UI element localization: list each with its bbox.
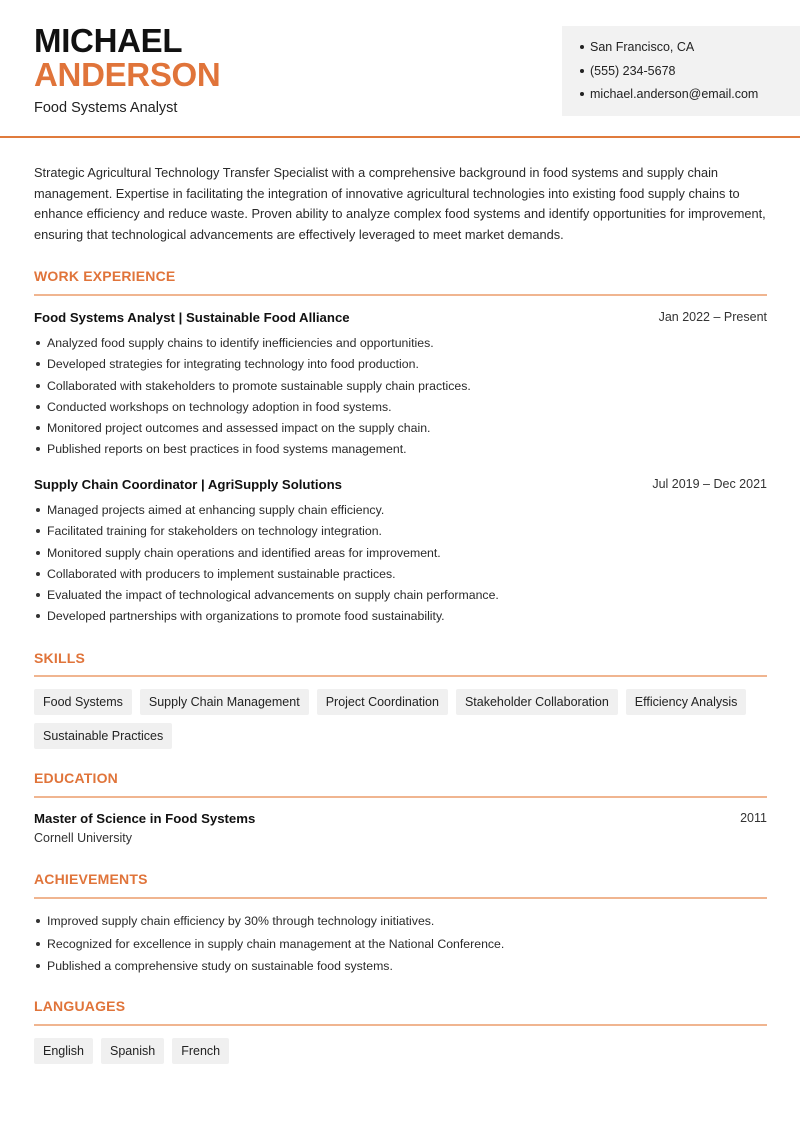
list-item: Monitored supply chain operations and identified areas for improvement. [34,544,767,565]
list-item: Conducted workshops on technology adoption in food systems. [34,398,767,419]
job-header [34,477,767,492]
section-divider [34,294,767,296]
job-bullets [34,501,767,629]
list-item: Managed projects aimed at enhancing supply chain efficiency. [34,501,767,522]
education-degree: Master of Science in Food Systems [34,811,256,826]
section-title-work: WORK EXPERIENCE [34,268,176,284]
summary-paragraph: Strategic Agricultural Technology Transfer Specialist with a comprehensive background in food systems and supply chain management. Expertise in facilitating the integration of innovative agricultural technologies into existing food supply chains to enhance efficiency and reduce waste. Proven ability to analyze complex food systems and identify opportunities for improvement, ensuring that technological advancements are effectively leveraged to meet market demands. [34,165,766,242]
list-item: Developed strategies for integrating technology into food production. [34,355,767,376]
list-item: Monitored project outcomes and assessed impact on the supply chain. [34,419,767,440]
language-chip: Spanish [101,1038,164,1064]
list-item: Recognized for excellence in supply chain management at the National Conference. [34,935,767,958]
job-title: Food Systems Analyst [34,100,178,116]
job-bullets [34,334,767,462]
list-item: Developed partnerships with organizations to promote food sustainability. [34,607,767,628]
section-title-languages: LANGUAGES [34,998,126,1014]
section-title-education: EDUCATION [34,770,118,786]
achievements-list [34,912,767,980]
contact-phone: (555) 234-5678 [580,62,800,86]
list-item: Evaluated the impact of technological advancements on supply chain performance. [34,586,767,607]
language-chip: French [172,1038,229,1064]
first-name: MICHAEL [34,22,183,59]
skill-chip: Efficiency Analysis [626,689,747,715]
contact-email[interactable]: michael.anderson@email.com [580,85,800,109]
section-divider [34,675,767,677]
list-item: Published a comprehensive study on sustainable food systems. [34,957,767,980]
education-year: 2011 [740,811,767,825]
section-divider [34,897,767,899]
list-item: Collaborated with stakeholders to promote sustainable supply chain practices. [34,377,767,398]
section-divider [34,796,767,798]
skill-chip: Project Coordination [317,689,448,715]
job-dates: Jan 2022 – Present [658,310,767,324]
section-title-achievements: ACHIEVEMENTS [34,871,148,887]
section-title-skills: SKILLS [34,650,85,666]
list-item: Collaborated with producers to implement sustainable practices. [34,565,767,586]
education-school: Cornell University [34,831,132,845]
section-divider [34,1024,767,1026]
list-item: Published reports on best practices in food systems management. [34,440,767,461]
last-name: ANDERSON [34,56,221,93]
skill-chip: Stakeholder Collaboration [456,689,618,715]
job-dates: Jul 2019 – Dec 2021 [652,477,767,491]
list-item: Analyzed food supply chains to identify inefficiencies and opportunities. [34,334,767,355]
skill-chip: Sustainable Practices [34,723,172,749]
contact-box [562,26,800,116]
resume-header [0,0,800,138]
list-item: Improved supply chain efficiency by 30% through technology initiatives. [34,912,767,935]
job-role: Food Systems Analyst | Sustainable Food Alliance [34,310,350,325]
job-header [34,310,767,325]
job-role: Supply Chain Coordinator | AgriSupply Solutions [34,477,342,492]
languages-list [34,1038,774,1064]
skill-chip: Food Systems [34,689,132,715]
skill-chip: Supply Chain Management [140,689,309,715]
contact-location: San Francisco, CA [580,38,800,62]
skills-list [34,689,774,749]
list-item: Facilitated training for stakeholders on technology integration. [34,522,767,543]
language-chip: English [34,1038,93,1064]
